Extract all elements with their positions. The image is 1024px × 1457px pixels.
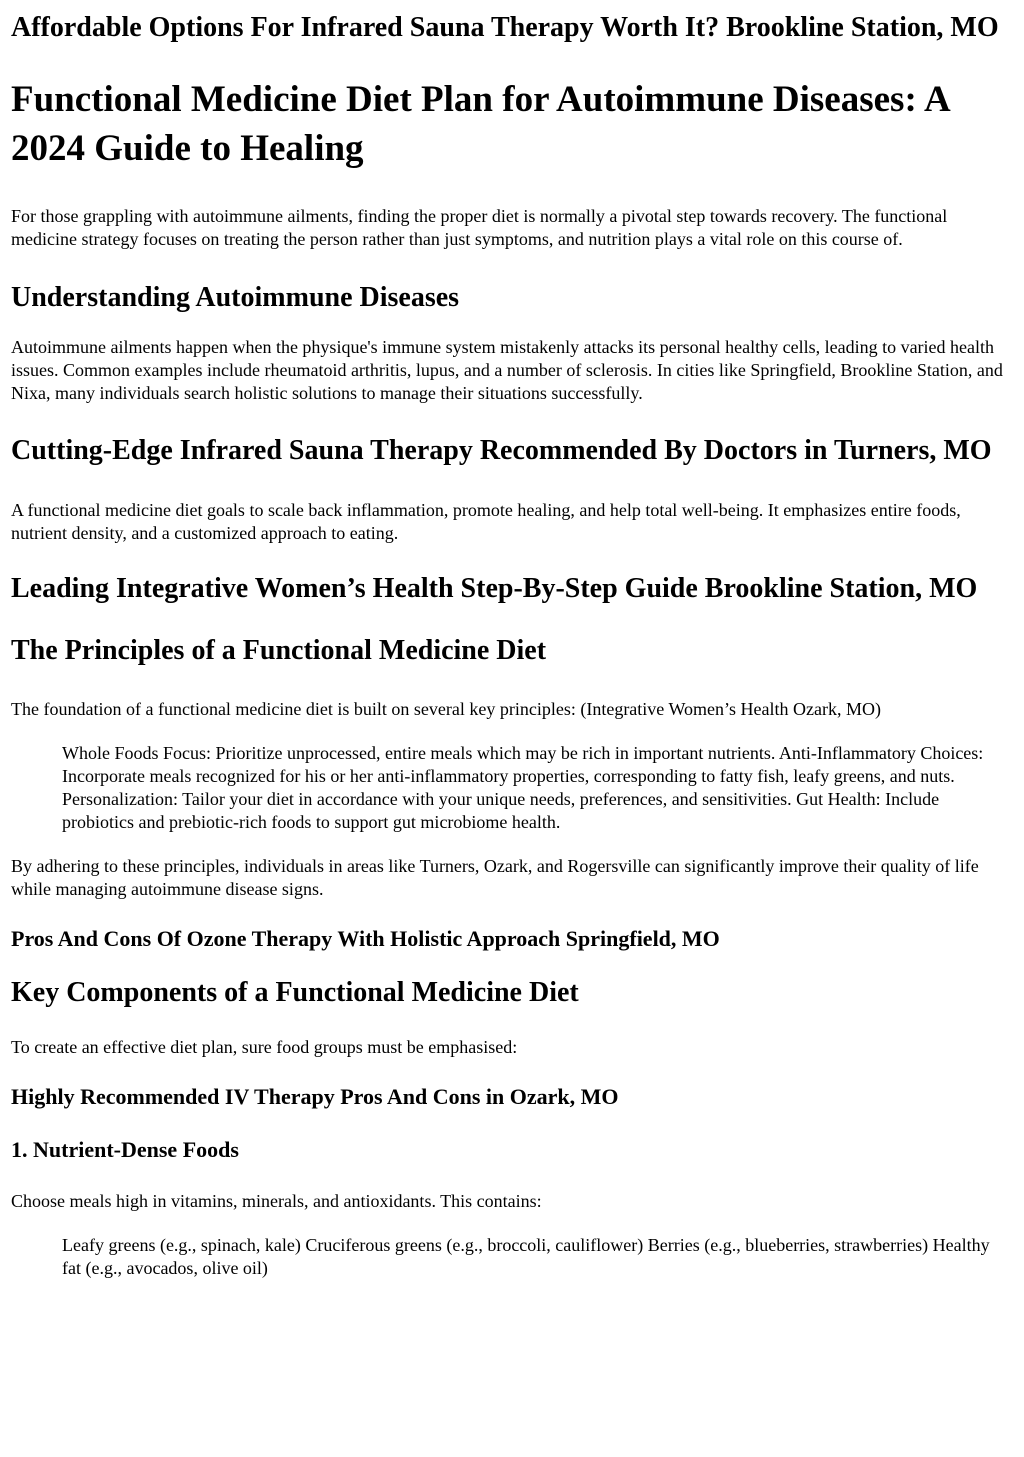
- components-intro: To create an effective diet plan, sure food groups must be emphasised:: [11, 1037, 518, 1057]
- heading-womens-health: Leading Integrative Women’s Health Step-By-Step Guide Brookline Station, MO: [11, 573, 978, 604]
- nutrient-list: Leafy greens (e.g., spinach, kale) Cruciferous greens (e.g., broccoli, cauliflower) Berries (e.g., blueberries, strawberries) Healthy fat (e.g., avocados, olive oil): [62, 1235, 990, 1278]
- intro-paragraph: For those grappling with autoimmune ailments, finding the proper diet is normally a pivotal step towards recovery. The functional medicine strategy focuses on treating the person rather than just symptoms, and nutrition plays a vital role on this course of.: [11, 206, 948, 249]
- diet-goals-paragraph: A functional medicine diet goals to scale back inflammation, promote healing, and help total well-being. It emphasizes entire foods, nutrient density, and a customized approach to eating.: [11, 500, 961, 543]
- principles-list: Whole Foods Focus: Prioritize unprocessed, entire meals which may be rich in important nutrients. Anti-Inflammatory Choices: Incorporate meals recognized for his or her anti-inflammatory properties, corresponding to fatty fish, leafy greens, and nuts. Personalization: Tailor your diet in accordance with your unique needs, preferences, and sensitivities. Gut Health: Include probiotics and prebiotic-rich foods to support gut microbiome health.: [62, 743, 984, 832]
- heading-sauna: Cutting-Edge Infrared Sauna Therapy Recommended By Doctors in Turners, MO: [11, 435, 992, 466]
- heading-understanding: Understanding Autoimmune Diseases: [11, 282, 460, 313]
- heading-iv-therapy: Highly Recommended IV Therapy Pros And Cons in Ozark, MO: [11, 1084, 619, 1109]
- adhering-paragraph: By adhering to these principles, individuals in areas like Turners, Ozark, and Rogersville can significantly improve their quality of life while managing autoimmune disease signs.: [11, 856, 979, 899]
- heading-principles: The Principles of a Functional Medicine Diet: [11, 635, 547, 666]
- principles-intro: The foundation of a functional medicine diet is built on several key principles: (Integrative Women’s Health Ozark, MO): [11, 699, 881, 719]
- heading-ozone: Pros And Cons Of Ozone Therapy With Holistic Approach Springfield, MO: [11, 926, 720, 951]
- heading-nutrient-dense: 1. Nutrient-Dense Foods: [11, 1137, 239, 1162]
- heading-components: Key Components of a Functional Medicine Diet: [11, 977, 579, 1008]
- nutrient-intro: Choose meals high in vitamins, minerals, and antioxidants. This contains:: [11, 1191, 542, 1211]
- page-title-top: Affordable Options For Infrared Sauna Therapy Worth It? Brookline Station, MO: [11, 12, 999, 43]
- article: [0, 11, 1024, 1280]
- main-heading: Functional Medicine Diet Plan for Autoimmune Diseases: A 2024 Guide to Healing: [11, 79, 949, 169]
- understanding-paragraph: Autoimmune ailments happen when the physique's immune system mistakenly attacks its personal healthy cells, leading to varied health issues. Common examples include rheumatoid arthritis, lupus, and a number of sclerosis. In cities like Springfield, Brookline Station, and Nixa, many individuals search holistic solutions to manage their situations successfully.: [11, 337, 1003, 403]
